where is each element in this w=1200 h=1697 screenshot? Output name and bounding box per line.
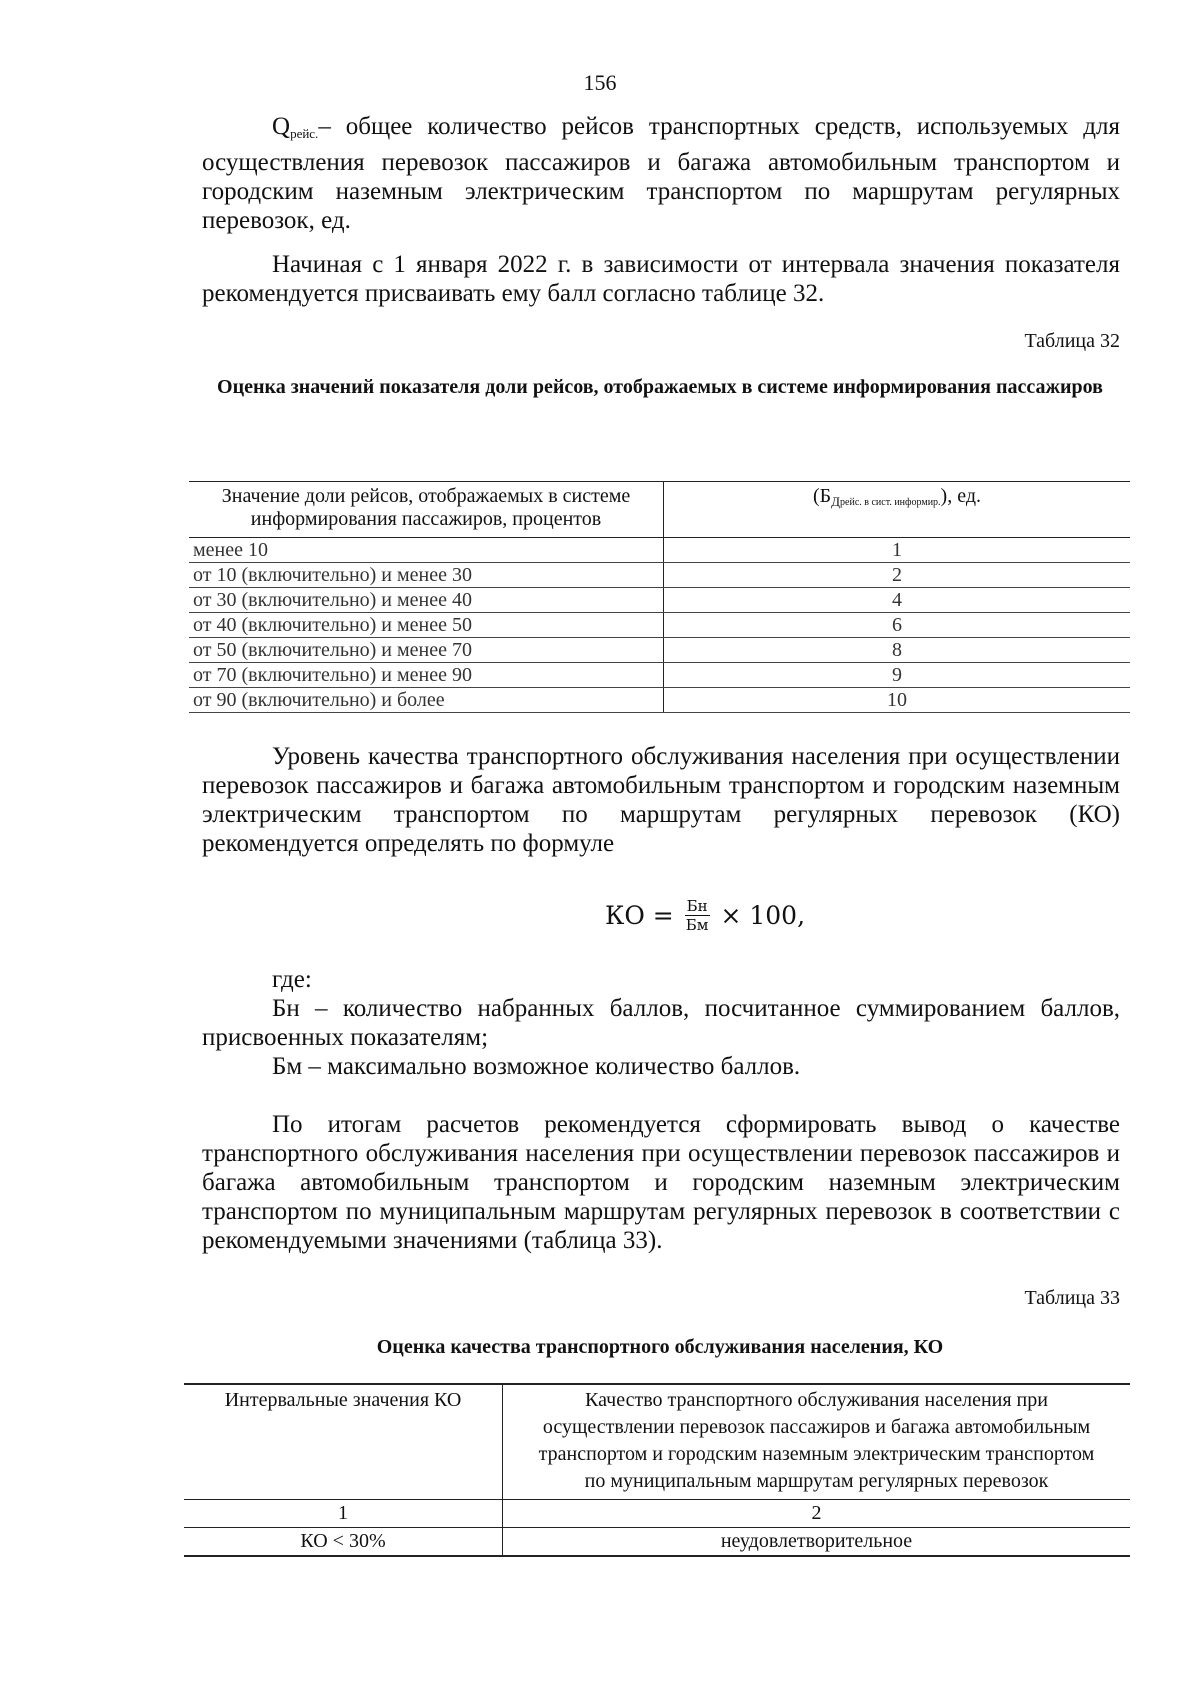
paragraph-2022: Начиная с 1 января 2022 г. в зависимости от интервала значения показателя рекомендуется присваивать ему балл согласно таблице 32. xyxy=(202,251,1120,307)
table-row: менее 10 1 xyxy=(189,538,1130,563)
table-row: от 50 (включительно) и менее 70 8 xyxy=(189,638,1130,663)
table-row: от 90 (включительно) и более 10 xyxy=(189,688,1130,713)
formula-denominator: Бм xyxy=(685,915,709,934)
formula-rhs: × 100, xyxy=(720,900,806,930)
table33-header-interval: Интервальные значения КО xyxy=(184,1384,503,1500)
table33 xyxy=(184,1383,1130,1557)
table32-header-score: $(Б_{Дрейс. в сист. информир.})$, ед. xyxy=(664,482,1131,538)
paragraph-result: По итогам расчетов рекомендуется сформировать вывод о качестве транспортного обслуживания населения при осуществлении перевозок пассажиров и багажа автомобильным транспортом и городским наземным электрическим транспортом по муниципальным маршрутам регулярных перевозок в соответствии с рекомендуемыми значениями (таблица 33). xyxy=(202,1111,1120,1254)
table-row: от 70 (включительно) и менее 90 9 xyxy=(189,663,1130,688)
table32-title: Оценка значений показателя доли рейсов, отображаемых в системе информирования пассажиров xyxy=(217,376,1103,398)
table32-header-range: Значение доли рейсов, отображаемых в системе информирования пассажиров, процентов xyxy=(189,482,664,538)
q-symbol: Q xyxy=(272,113,291,140)
q-subscript: рейс. xyxy=(290,126,319,141)
formula-fraction xyxy=(684,897,711,934)
table-row: 1 2 xyxy=(184,1500,1130,1528)
table-row: от 10 (включительно) и менее 30 2 xyxy=(189,563,1130,588)
definition-bn: Бн – количество набранных баллов, посчитанное суммированием баллов, присвоенных показателям; xyxy=(202,995,1120,1051)
page-number: 156 xyxy=(583,70,617,95)
table32-caption: Таблица 32 xyxy=(1024,330,1120,352)
formula-lhs: КО = xyxy=(605,900,674,930)
table-row: от 40 (включительно) и менее 50 6 xyxy=(189,613,1130,638)
ko-formula xyxy=(605,885,805,945)
definition-bm: Бм – максимально возможное количество баллов. xyxy=(272,1053,801,1080)
paragraph-ko: Уровень качества транспортного обслуживания населения при осуществлении перевозок пассажиров и багажа автомобильным транспортом и городским наземным электрическим транспортом по маршрутам регулярных перевозок (КО) рекомендуется определять по формуле xyxy=(202,743,1120,857)
table33-title: Оценка качества транспортного обслуживания населения, КО xyxy=(376,1336,944,1358)
table-row: КО < 30% неудовлетворительное xyxy=(184,1528,1130,1557)
formula-numerator: Бн xyxy=(686,896,708,915)
where-label: где: xyxy=(272,966,312,993)
q-definition-text: – общее количество рейсов транспортных средств, используемых для осуществления перевозок пассажиров и багажа автомобильным транспортом и городским наземным электрическим транспортом по маршрутам регулярных перевозок, ед. xyxy=(202,113,1120,234)
table-row: от 30 (включительно) и менее 40 4 xyxy=(189,588,1130,613)
table32 xyxy=(189,481,1130,713)
definition-q-reis xyxy=(202,112,1120,235)
table33-caption: Таблица 33 xyxy=(1024,1287,1120,1309)
table33-header-quality: Качество транспортного обслуживания населения при осуществлении перевозок пассажиров и багажа автомобильным транспортом и городским наземным электрическим транспортом по муниципальным маршрутам регулярных перевозок xyxy=(538,1389,1095,1492)
